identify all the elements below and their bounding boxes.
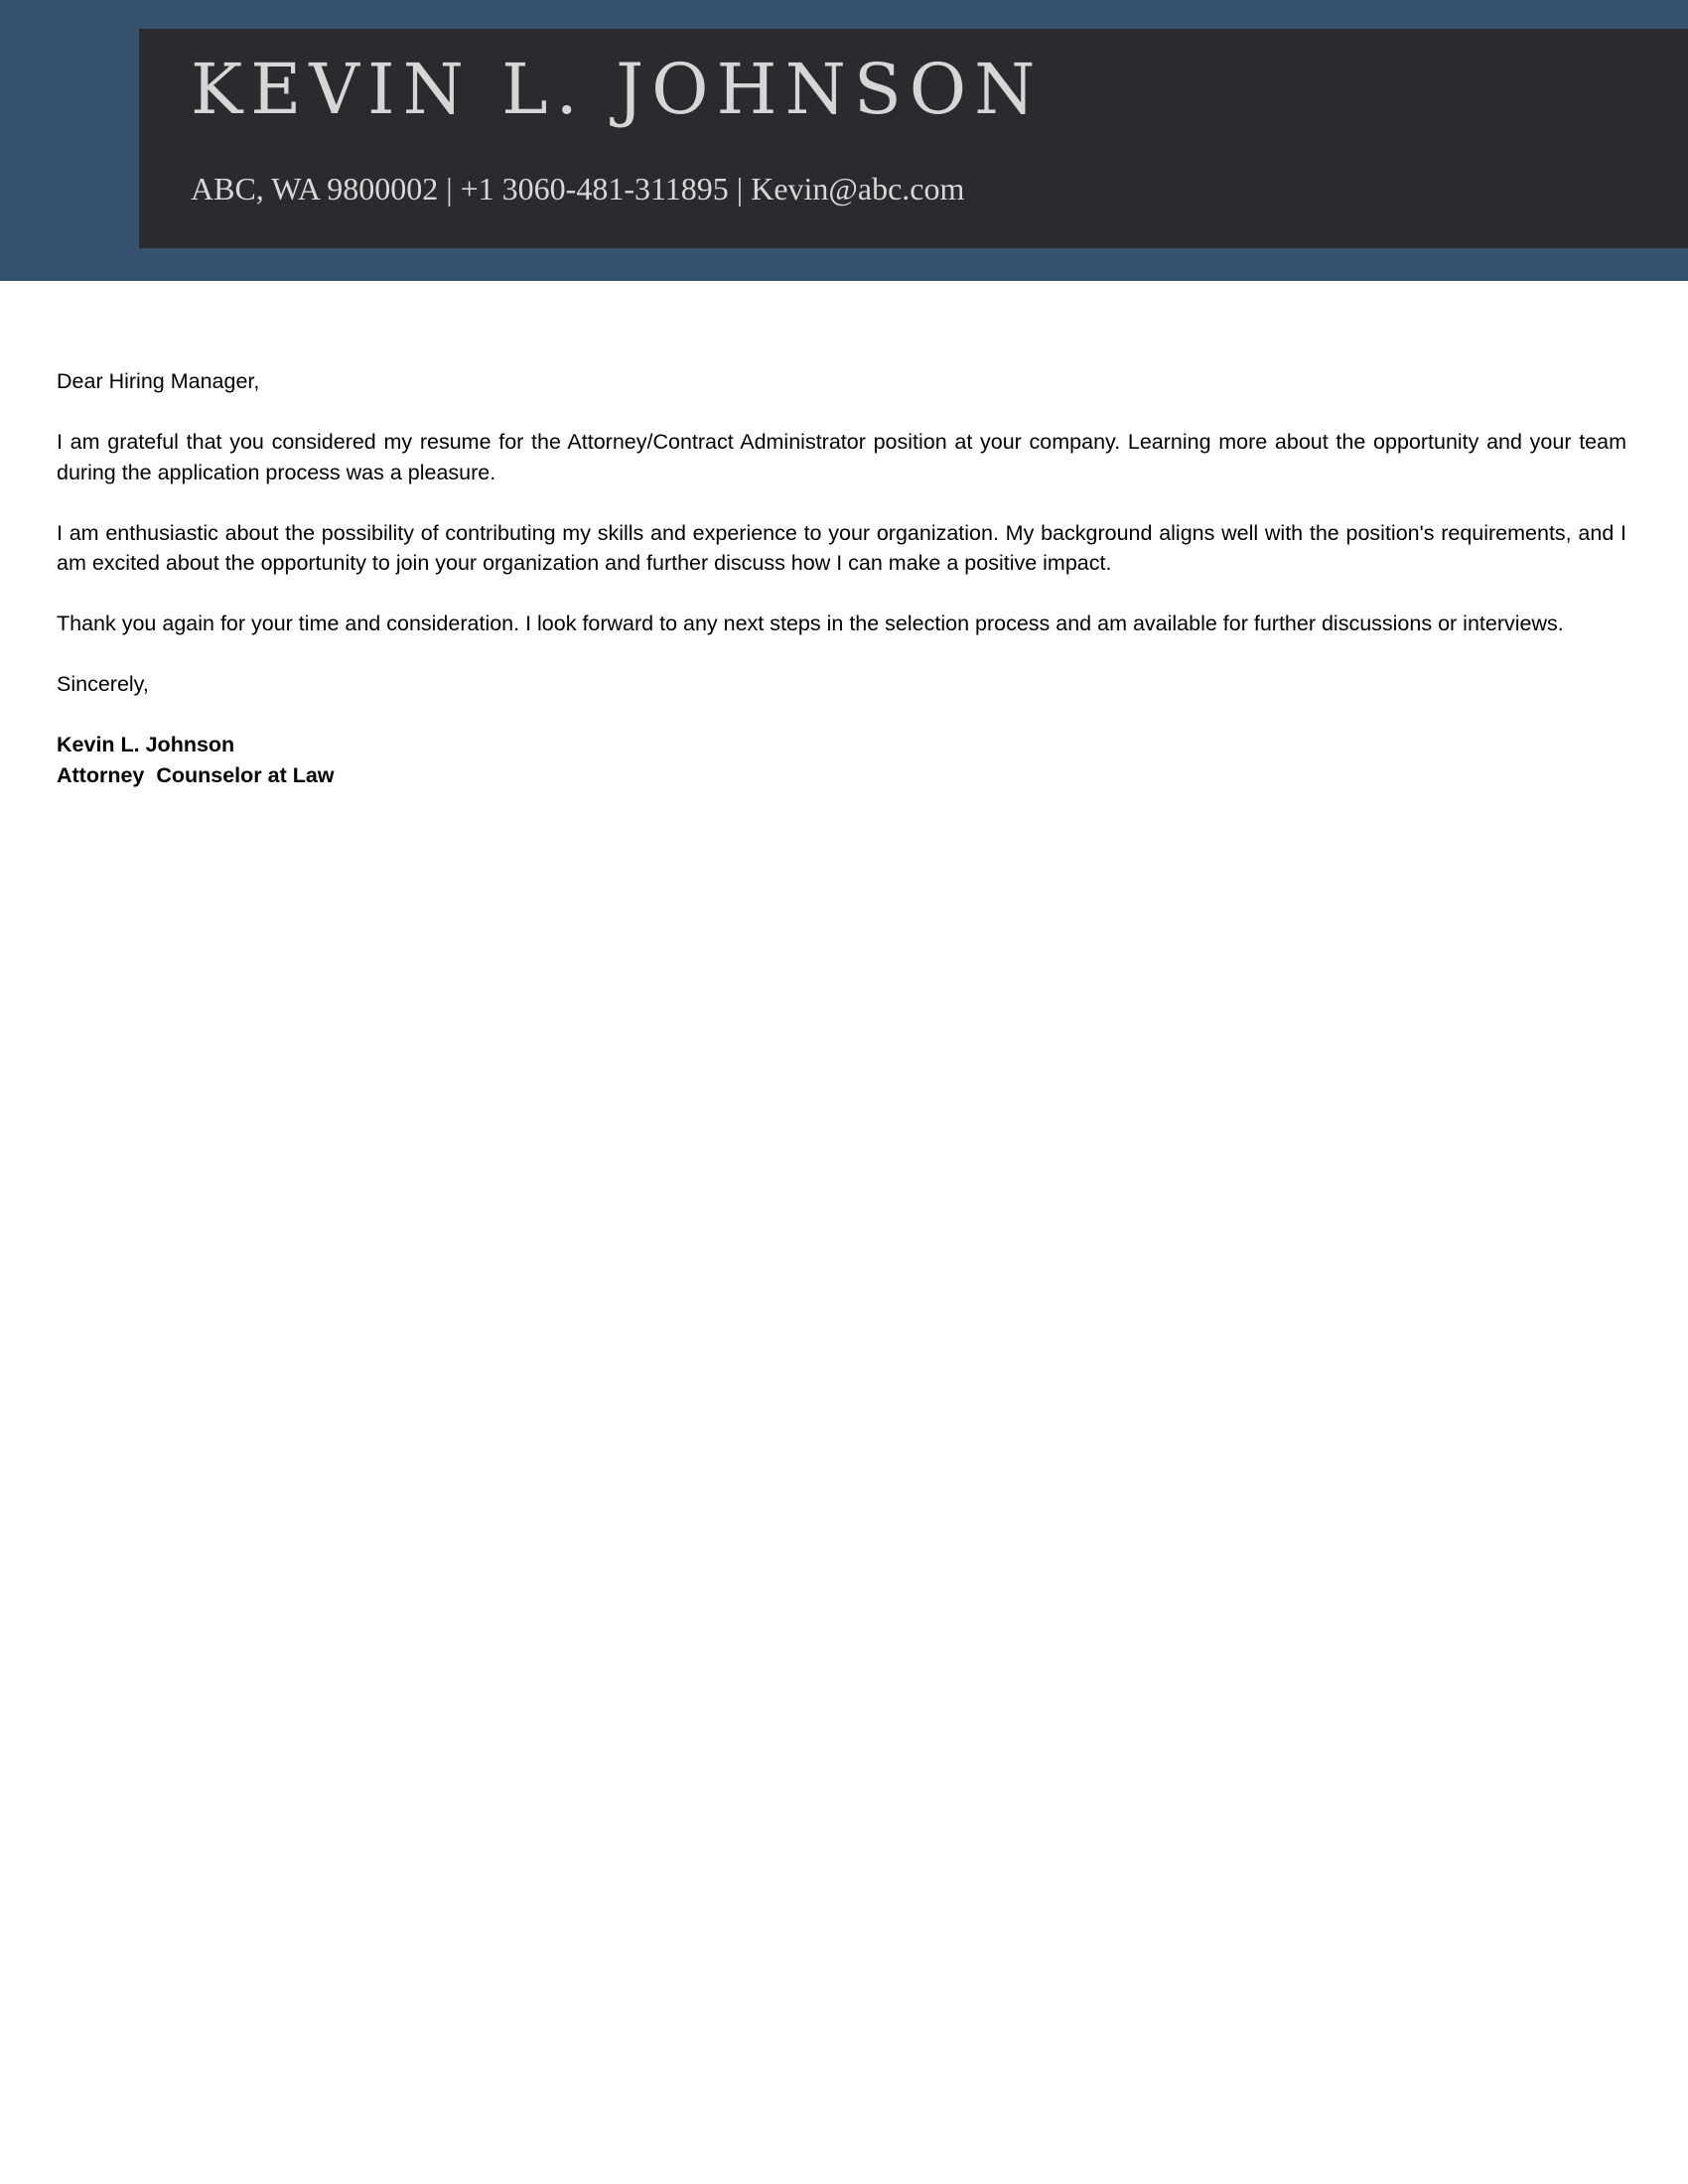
contact-line: ABC, WA 9800002 | +1 3060-481-311895 | Kevin@abc.com	[191, 171, 965, 206]
salutation: Dear Hiring Manager,	[57, 369, 260, 393]
paragraph-1: I am grateful that you considered my resume for the Attorney/Contract Administrator position at your company. Learning more about the opportunity and your team during the application process was a pleasure.	[57, 430, 1626, 484]
applicant-name: KEVIN L. JOHNSON	[191, 49, 1044, 130]
signature-name: Kevin L. Johnson	[57, 733, 235, 756]
paragraph-2: I am enthusiastic about the possibility of contributing my skills and experience to your organization. My background aligns well with the position's requirements, and I am excited about the opportunity to join your organization and further discuss how I can make a positive impact.	[57, 520, 1626, 575]
paragraph-3: Thank you again for your time and consideration. I look forward to any next steps in the selection process and am available for further discussions or interviews.	[57, 612, 1564, 635]
signature-title: Attorney Counselor at Law	[57, 762, 335, 787]
header-band	[0, 0, 1688, 281]
closing: Sincerely,	[57, 672, 149, 696]
header-panel	[139, 29, 1688, 248]
letter-body	[57, 366, 1626, 790]
